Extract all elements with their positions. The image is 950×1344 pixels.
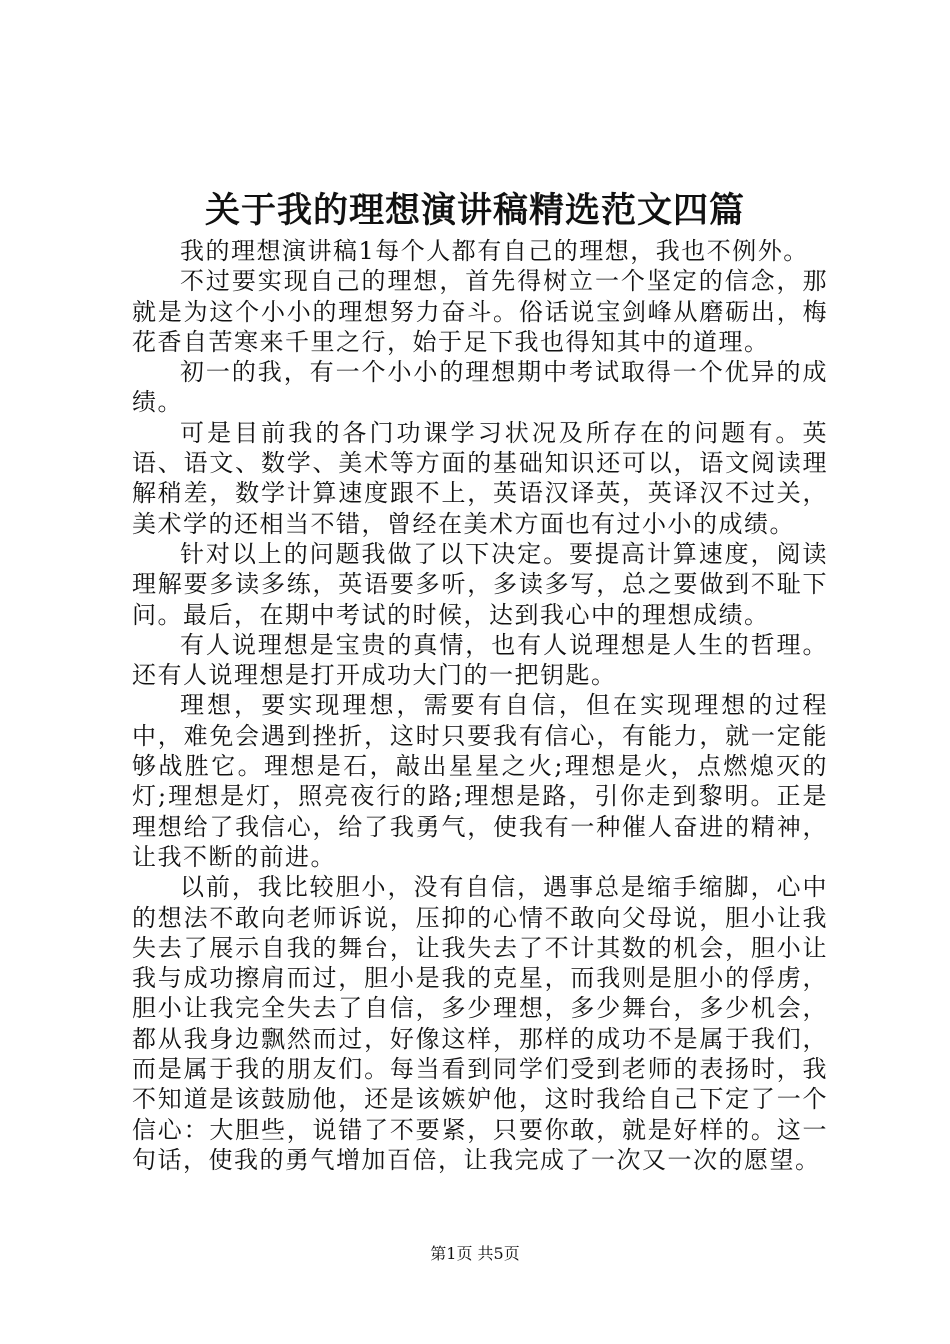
paragraph: 有人说理想是宝贵的真情，也有人说理想是人生的哲理。还有人说理想是打开成功大门的一把钥匙。 [132, 630, 828, 690]
paragraph: 以前，我比较胆小，没有自信，遇事总是缩手缩脚，心中的想法不敢向老师诉说，压抑的心情不敢向父母说，胆小让我失去了展示自我的舞台，让我失去了不计其数的机会，胆小让我与成功擦肩而过，胆小是我的克星，而我则是胆小的俘虏，胆小让我完全失去了自信，多少理想，多少舞台，多少机会，都从我身边飘然而过，好像这样，那样的成功不是属于我们，而是属于我的朋友们。每当看到同学们受到老师的表扬时，我不知道是该鼓励他，还是该嫉妒他，这时我给自己下定了一个信心：大胆些，说错了不要紧，只要你敢，就是好样的。这一句话，使我的勇气增加百倍，让我完成了一次又一次的愿望。 [132, 873, 828, 1174]
paragraph: 理想，要实现理想，需要有自信，但在实现理想的过程中，难免会遇到挫折，这时只要我有信心，有能力，就一定能够战胜它。理想是石，敲出星星之火;理想是火，点燃熄灭的灯;理想是灯，照亮夜行的路;理想是路，引你走到黎明。正是理想给了我信心，给了我勇气，使我有一种催人奋进的精神，让我不断的前进。 [132, 691, 828, 871]
paragraph: 我的理想演讲稿1每个人都有自己的理想，我也不例外。 [180, 237, 809, 265]
paragraph: 针对以上的问题我做了以下决定。要提高计算速度，阅读理解要多读多练，英语要多听，多读多写，总之要做到不耻下问。最后，在期中考试的时候，达到我心中的理想成绩。 [132, 539, 828, 629]
paragraph: 可是目前我的各门功课学习状况及所存在的问题有。英语、语文、数学、美术等方面的基础知识还可以，语文阅读理解稍差，数学计算速度跟不上，英语汉译英，英译汉不过关，美术学的还相当不错，曾经在美术方面也有过小小的成绩。 [132, 418, 828, 538]
document-body [132, 236, 828, 1175]
page-number-footer: 第1页 共5页 [430, 1244, 520, 1263]
paragraph: 不过要实现自己的理想，首先得树立一个坚定的信念，那就是为这个小小的理想努力奋斗。俗话说宝剑峰从磨砺出，梅花香自苦寒来千里之行，始于足下我也得知其中的道理。 [132, 267, 828, 356]
document-title: 关于我的理想演讲稿精选范文四篇 [204, 190, 745, 231]
paragraph: 初一的我，有一个小小的理想期中考试取得一个优异的成绩。 [132, 358, 828, 417]
